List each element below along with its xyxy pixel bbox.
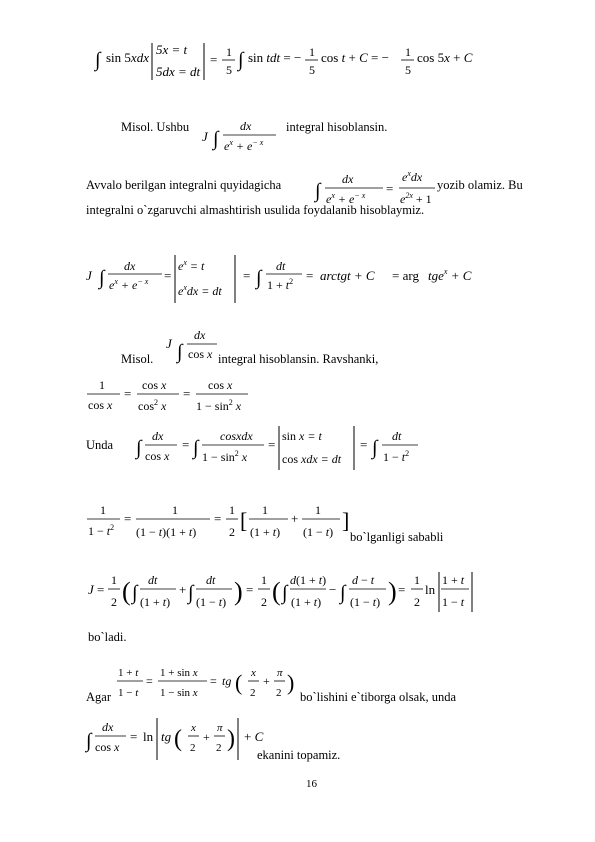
svg-text:dx: dx (124, 259, 136, 273)
svg-text:1 − t2: $1 - t^2$ (383, 449, 410, 464)
svg-text:1: 1 (99, 378, 105, 392)
svg-text:∫: ∫ (136, 437, 142, 459)
misol-1-suffix: integral hisoblansin. (286, 120, 388, 134)
svg-text:(1 − t)(1 + t): (1 − t)(1 + t) (136, 525, 197, 539)
svg-text:cosxdx: cosxdx (220, 429, 253, 443)
svg-text:=: = (164, 268, 172, 283)
svg-text:cos x: cos x (142, 378, 167, 392)
svg-text:(: ( (122, 577, 131, 606)
boladi-text: bo`ladi. (88, 630, 127, 644)
svg-text:2: 2 (111, 595, 117, 609)
svg-text:+: + (263, 674, 270, 688)
svg-text:d(1 + t): d(1 + t) (290, 573, 327, 587)
svg-text:=: = (360, 437, 368, 452)
svg-text:ex + e− x: $e^x + e^{- x}$ (326, 191, 366, 206)
svg-text:cos x: cos x (88, 398, 113, 412)
svg-text:∫: ∫ (177, 341, 183, 363)
formula-sin-substitution (130, 418, 430, 478)
svg-text:): ) (388, 577, 397, 606)
svg-text:2: 2 (229, 525, 235, 539)
svg-text:ln: ln (425, 582, 436, 597)
svg-text:2: 2 (216, 742, 222, 754)
svg-text:=: = (246, 582, 254, 597)
svg-text:cos x: cos x (145, 449, 170, 463)
svg-text:(: ( (235, 670, 243, 695)
svg-text:exdx: $e^xdx$ (402, 169, 423, 184)
svg-text:+: + (203, 730, 210, 744)
avvalo-line-2: integralni o`zgaruvchi almashtirish usulida foydalanib hisoblaymiz. (86, 203, 425, 217)
misol-1-label: Misol. Ushbu (121, 120, 190, 134)
svg-text:=: = (182, 437, 190, 452)
svg-text:(: ( (174, 726, 182, 752)
svg-text:−: − (329, 582, 337, 597)
svg-text:(: ( (272, 577, 281, 606)
svg-text:cos t + C = −: cos t + C = − (321, 50, 389, 65)
svg-text:sin 5xdx: sin 5xdx (106, 50, 149, 65)
svg-text:1 − sin x: 1 − sin x (160, 687, 198, 699)
svg-text:∫: ∫ (238, 49, 244, 71)
svg-text:= arg: = arg (392, 268, 419, 283)
svg-text:5: 5 (309, 63, 315, 77)
avvalo-text: Avvalo berilgan integralni quyidagicha (86, 178, 282, 192)
svg-text:exdx = dt: $e^xdx$ = dt (178, 283, 222, 298)
svg-text:1: 1 (229, 503, 235, 517)
svg-text:): ) (287, 670, 295, 695)
svg-text:=: = (124, 511, 132, 526)
svg-text:tg: tg (161, 729, 172, 744)
misol-2-suffix: integral hisoblansin. Ravshanki, (218, 352, 379, 366)
svg-text:1 − t2: $1 - t^2$ (88, 523, 115, 538)
svg-text:2: 2 (276, 687, 282, 699)
svg-text:dx: dx (342, 172, 354, 186)
svg-text:ex + e− x: $e^x + e^{- x}$ (224, 138, 264, 153)
svg-text:=: = (210, 674, 217, 688)
svg-text:=: = (214, 511, 222, 526)
svg-text:∫: ∫ (315, 180, 321, 202)
svg-text:(1 + t): (1 + t) (140, 595, 171, 609)
svg-text:dt: dt (276, 259, 286, 273)
svg-text:arctgt + C: arctgt + C (320, 268, 375, 283)
formula-tangent-identity (115, 660, 315, 710)
formula-secant-identity (84, 372, 284, 422)
svg-text:d − t: d − t (352, 573, 375, 587)
svg-text:(1 + t): (1 + t) (291, 595, 322, 609)
svg-text:dx: dx (152, 429, 164, 443)
svg-text:): ) (227, 726, 235, 752)
svg-text:5dx = dt: 5dx = dt (156, 64, 201, 79)
svg-text:1: 1 (315, 503, 321, 517)
agar-text: Agar (86, 690, 111, 704)
svg-text:x: x (251, 667, 256, 679)
svg-text:ln: ln (143, 729, 154, 744)
svg-text:]: ] (342, 508, 350, 533)
svg-text:=: = (306, 268, 314, 283)
svg-text:): ) (234, 577, 243, 606)
svg-text:=: = (210, 52, 218, 67)
svg-text:1 − t: 1 − t (442, 595, 465, 609)
svg-text:1: 1 (226, 45, 232, 59)
svg-text:tgex + C: tge$^x$ + C (428, 267, 472, 283)
svg-text:2: 2 (261, 595, 267, 609)
svg-text:=: = (243, 268, 251, 283)
svg-text:∫: ∫ (86, 730, 92, 752)
svg-text:sin tdt = −: sin tdt = − (248, 50, 302, 65)
svg-text:(1 − t): (1 − t) (196, 595, 227, 609)
svg-text:(1 + t): (1 + t) (250, 525, 281, 539)
svg-text:[: [ (240, 508, 248, 533)
svg-text:∫: ∫ (193, 437, 199, 459)
formula-log-result (84, 562, 514, 622)
svg-text:1 − sin2 x: $1 - \sin^2 x$ (202, 449, 248, 464)
svg-text:∫: ∫ (188, 582, 194, 604)
svg-text:1 − t: 1 − t (118, 687, 139, 699)
svg-text:(1 − t): (1 − t) (303, 525, 334, 539)
svg-text:ex = t: $e^x = t$ (178, 258, 205, 273)
svg-text:5x = t: 5x = t (156, 42, 188, 57)
svg-text:π: π (217, 722, 223, 734)
svg-text:J: J (202, 129, 208, 144)
svg-text:cos x: cos x (208, 378, 233, 392)
formula-partial-fractions (84, 492, 364, 552)
svg-text:1: 1 (309, 45, 315, 59)
svg-text:cos xdx = dt: cos xdx = dt (282, 452, 342, 466)
svg-text:=: = (398, 582, 406, 597)
formula-exp-substitution (80, 243, 560, 313)
svg-text:5: 5 (405, 63, 411, 77)
svg-text:cos x: cos x (188, 347, 213, 361)
svg-text:∫: ∫ (213, 128, 219, 150)
svg-text:∫: ∫ (372, 437, 378, 459)
svg-text:1: 1 (261, 573, 267, 587)
svg-text:1 − sin2 x: $1 - \sin^2 x$ (196, 398, 242, 413)
svg-text:∫: ∫ (282, 582, 288, 604)
svg-text:dx: dx (194, 328, 206, 342)
svg-text:+: + (291, 511, 299, 526)
svg-text:(1 − t): (1 − t) (350, 595, 381, 609)
bolganligi-text: bo`lganligi sababli (350, 530, 444, 544)
svg-text:J: J (166, 336, 172, 351)
svg-text:dx: dx (102, 720, 114, 734)
agar-tail: bo`lishini e`tiborga olsak, unda (300, 690, 456, 704)
svg-text:dt: dt (206, 573, 216, 587)
svg-text:∫: ∫ (95, 49, 101, 71)
svg-text:e2x + 1: $e^{2x} + 1$ (400, 191, 432, 206)
svg-text:=: = (386, 181, 394, 196)
svg-text:tg: tg (222, 674, 232, 688)
svg-text:∫: ∫ (256, 267, 262, 289)
svg-text:=: = (183, 386, 191, 401)
svg-text:2: 2 (190, 742, 196, 754)
svg-text:1: 1 (405, 45, 411, 59)
svg-text:∫: ∫ (340, 582, 346, 604)
svg-text:1 + t: 1 + t (118, 667, 139, 679)
svg-text:x: x (191, 722, 196, 734)
page-number: 16 (306, 778, 317, 790)
formula-substitution-sin5x (0, 22, 595, 82)
svg-text:sin x = t: sin x = t (282, 429, 322, 443)
svg-text:J: J (88, 582, 94, 597)
svg-text:1: 1 (414, 573, 420, 587)
unda-text: Unda (86, 438, 114, 452)
svg-text:1: 1 (111, 573, 117, 587)
svg-text:2: 2 (414, 595, 420, 609)
svg-text:1: 1 (262, 503, 268, 517)
formula-integral-exp (196, 112, 296, 162)
svg-text:cos2 x: $\cos^2 x$ (138, 398, 167, 413)
svg-text:+: + (179, 582, 187, 597)
svg-text:2: 2 (250, 687, 256, 699)
svg-text:1 + sin x: 1 + sin x (160, 667, 198, 679)
svg-text:=: = (268, 437, 276, 452)
svg-text:cos x: cos x (95, 740, 120, 754)
svg-text:1 + t: 1 + t (442, 573, 465, 587)
svg-text:∫: ∫ (132, 582, 138, 604)
svg-text:5: 5 (226, 63, 232, 77)
svg-text:+ C: + C (244, 729, 264, 744)
svg-text:dt: dt (392, 429, 402, 443)
svg-text:dx: dx (240, 119, 252, 133)
svg-text:=: = (130, 729, 138, 744)
svg-text:1 + t2: $1 + t^2$ (267, 277, 294, 292)
svg-text:dt: dt (148, 573, 158, 587)
svg-text:=: = (146, 674, 153, 688)
misol-2-label: Misol. (121, 352, 154, 366)
svg-text:1: 1 (100, 503, 106, 517)
svg-text:=: = (124, 386, 132, 401)
svg-text:∫: ∫ (99, 267, 105, 289)
svg-text:cos 5x + C: cos 5x + C (417, 50, 473, 65)
svg-text:ex + e− x: $e^x + e^{- x}$ (109, 277, 149, 292)
ekanini-text: ekanini topamiz. (257, 748, 341, 762)
svg-text:=: = (97, 582, 105, 597)
avvalo-tail: yozib olamiz. Bu (437, 178, 523, 192)
formula-final-result (84, 712, 284, 767)
svg-text:1: 1 (172, 503, 178, 517)
svg-text:J: J (86, 268, 92, 283)
svg-text:π: π (277, 667, 283, 679)
